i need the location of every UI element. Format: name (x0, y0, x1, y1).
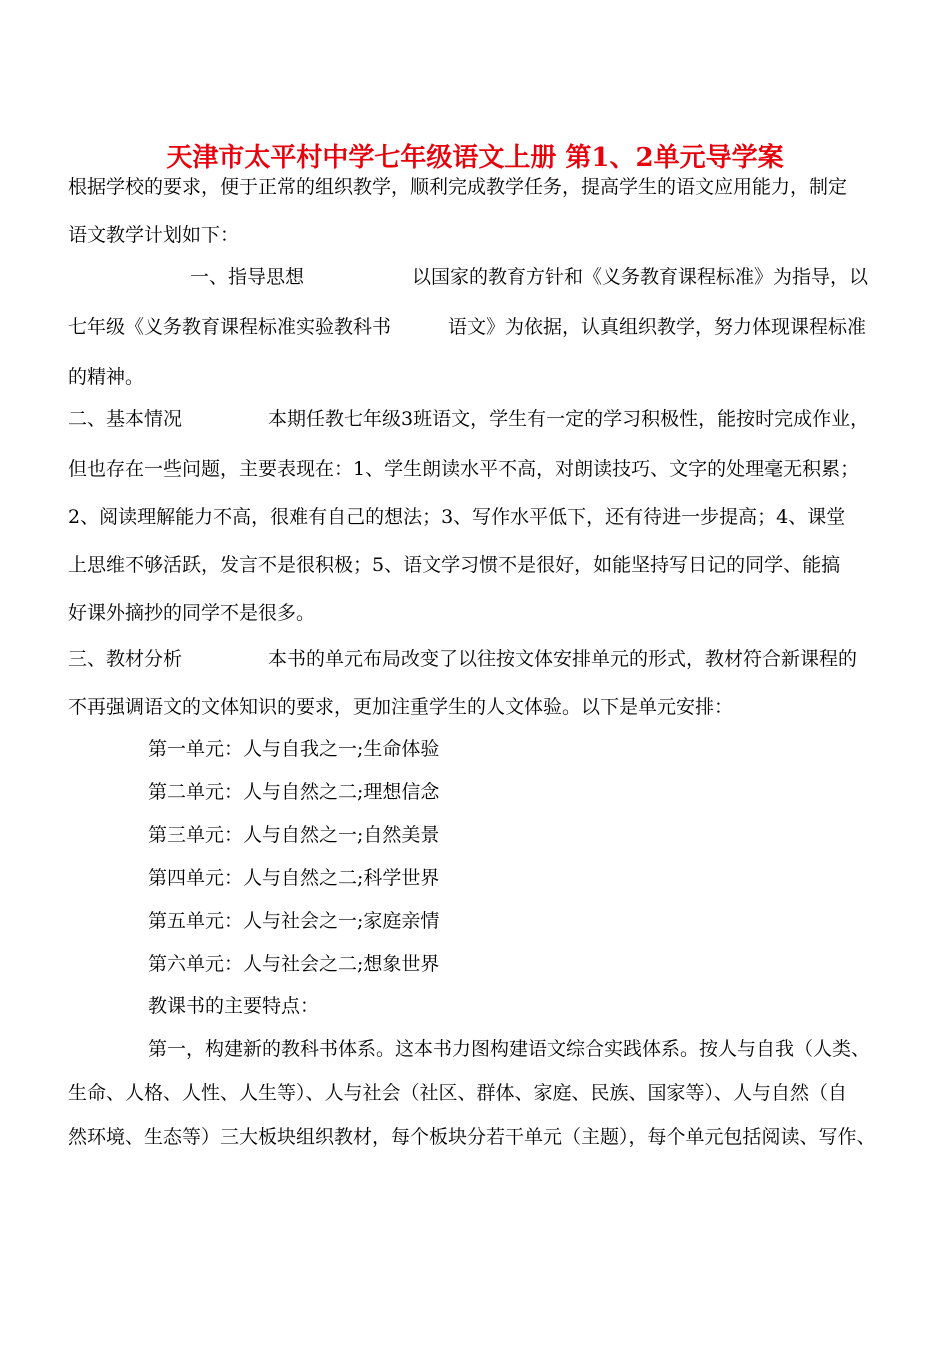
feature-line-1: 第一，构建新的教科书体系。这本书力图构建语文综合实践体系。按人与自我（人类、 (148, 1038, 871, 1060)
section1-line-3: 语文》为依据，认真组织教学，努力体现课程标准 (448, 316, 867, 338)
section1-line-2: 七年级《义务教育课程标准实验教科书 (68, 316, 392, 338)
section3-line-2: 不再强调语文的文体知识的要求，更加注重学生的人文体验。以下是单元安排： (68, 696, 734, 718)
unit-item-3: 第三单元：人与自然之一;自然美景 (148, 824, 440, 846)
feature-line-3: 然环境、生态等）三大板块组织教材，每个板块分若干单元（主题），每个单元包括阅读、写作、 (68, 1126, 876, 1148)
intro-line-2: 语文教学计划如下： (68, 224, 240, 246)
section2-heading: 二、基本情况 (68, 408, 183, 430)
feature-line-2: 生命、人格、人性、人生等）、人与社会（社区、群体、家庭、民族、国家等）、人与自然（自 (68, 1082, 848, 1104)
section2-line-2: 但也存在一些问题，主要表现在：1、学生朗读水平不高，对朗读技巧、文字的处理毫无积累； (68, 458, 860, 480)
features-heading: 教课书的主要特点： (148, 995, 320, 1017)
unit-item-5: 第五单元：人与社会之一;家庭亲情 (148, 910, 440, 932)
section3-heading: 三、教材分析 (68, 648, 183, 670)
section1-heading: 一、指导思想 (190, 266, 305, 288)
section1-line-4: 的精神。 (68, 366, 145, 388)
section2-line-4: 上思维不够活跃，发言不是很积极；5、语文学习惯不是很好，如能坚持写日记的同学、能搞 (68, 554, 841, 576)
section3-line-1: 本书的单元布局改变了以往按文体安排单元的形式，教材符合新课程的 (268, 648, 858, 670)
section2-line-1: 本期任教七年级3班语文，学生有一定的学习积极性，能按时完成作业， (268, 408, 870, 430)
unit-item-2: 第二单元：人与自然之二;理想信念 (148, 781, 440, 803)
unit-item-4: 第四单元：人与自然之二;科学世界 (148, 867, 440, 889)
unit-item-6: 第六单元：人与社会之二;想象世界 (148, 953, 440, 975)
document-title: 天津市太平村中学七年级语文上册 第1、2单元导学案 (166, 143, 784, 173)
section2-line-3: 2、阅读理解能力不高，很难有自己的想法；3、写作水平低下，还有待进一步提高；4、课堂 (68, 506, 846, 528)
intro-line-1: 根据学校的要求，便于正常的组织教学，顺利完成教学任务，提高学生的语文应用能力，制定 (68, 176, 848, 198)
section2-line-5: 好课外摘抄的同学不是很多。 (68, 602, 316, 624)
unit-item-1: 第一单元：人与自我之一;生命体验 (148, 738, 440, 760)
section1-line-1: 以国家的教育方针和《义务教育课程标准》为指导，以 (412, 266, 869, 288)
